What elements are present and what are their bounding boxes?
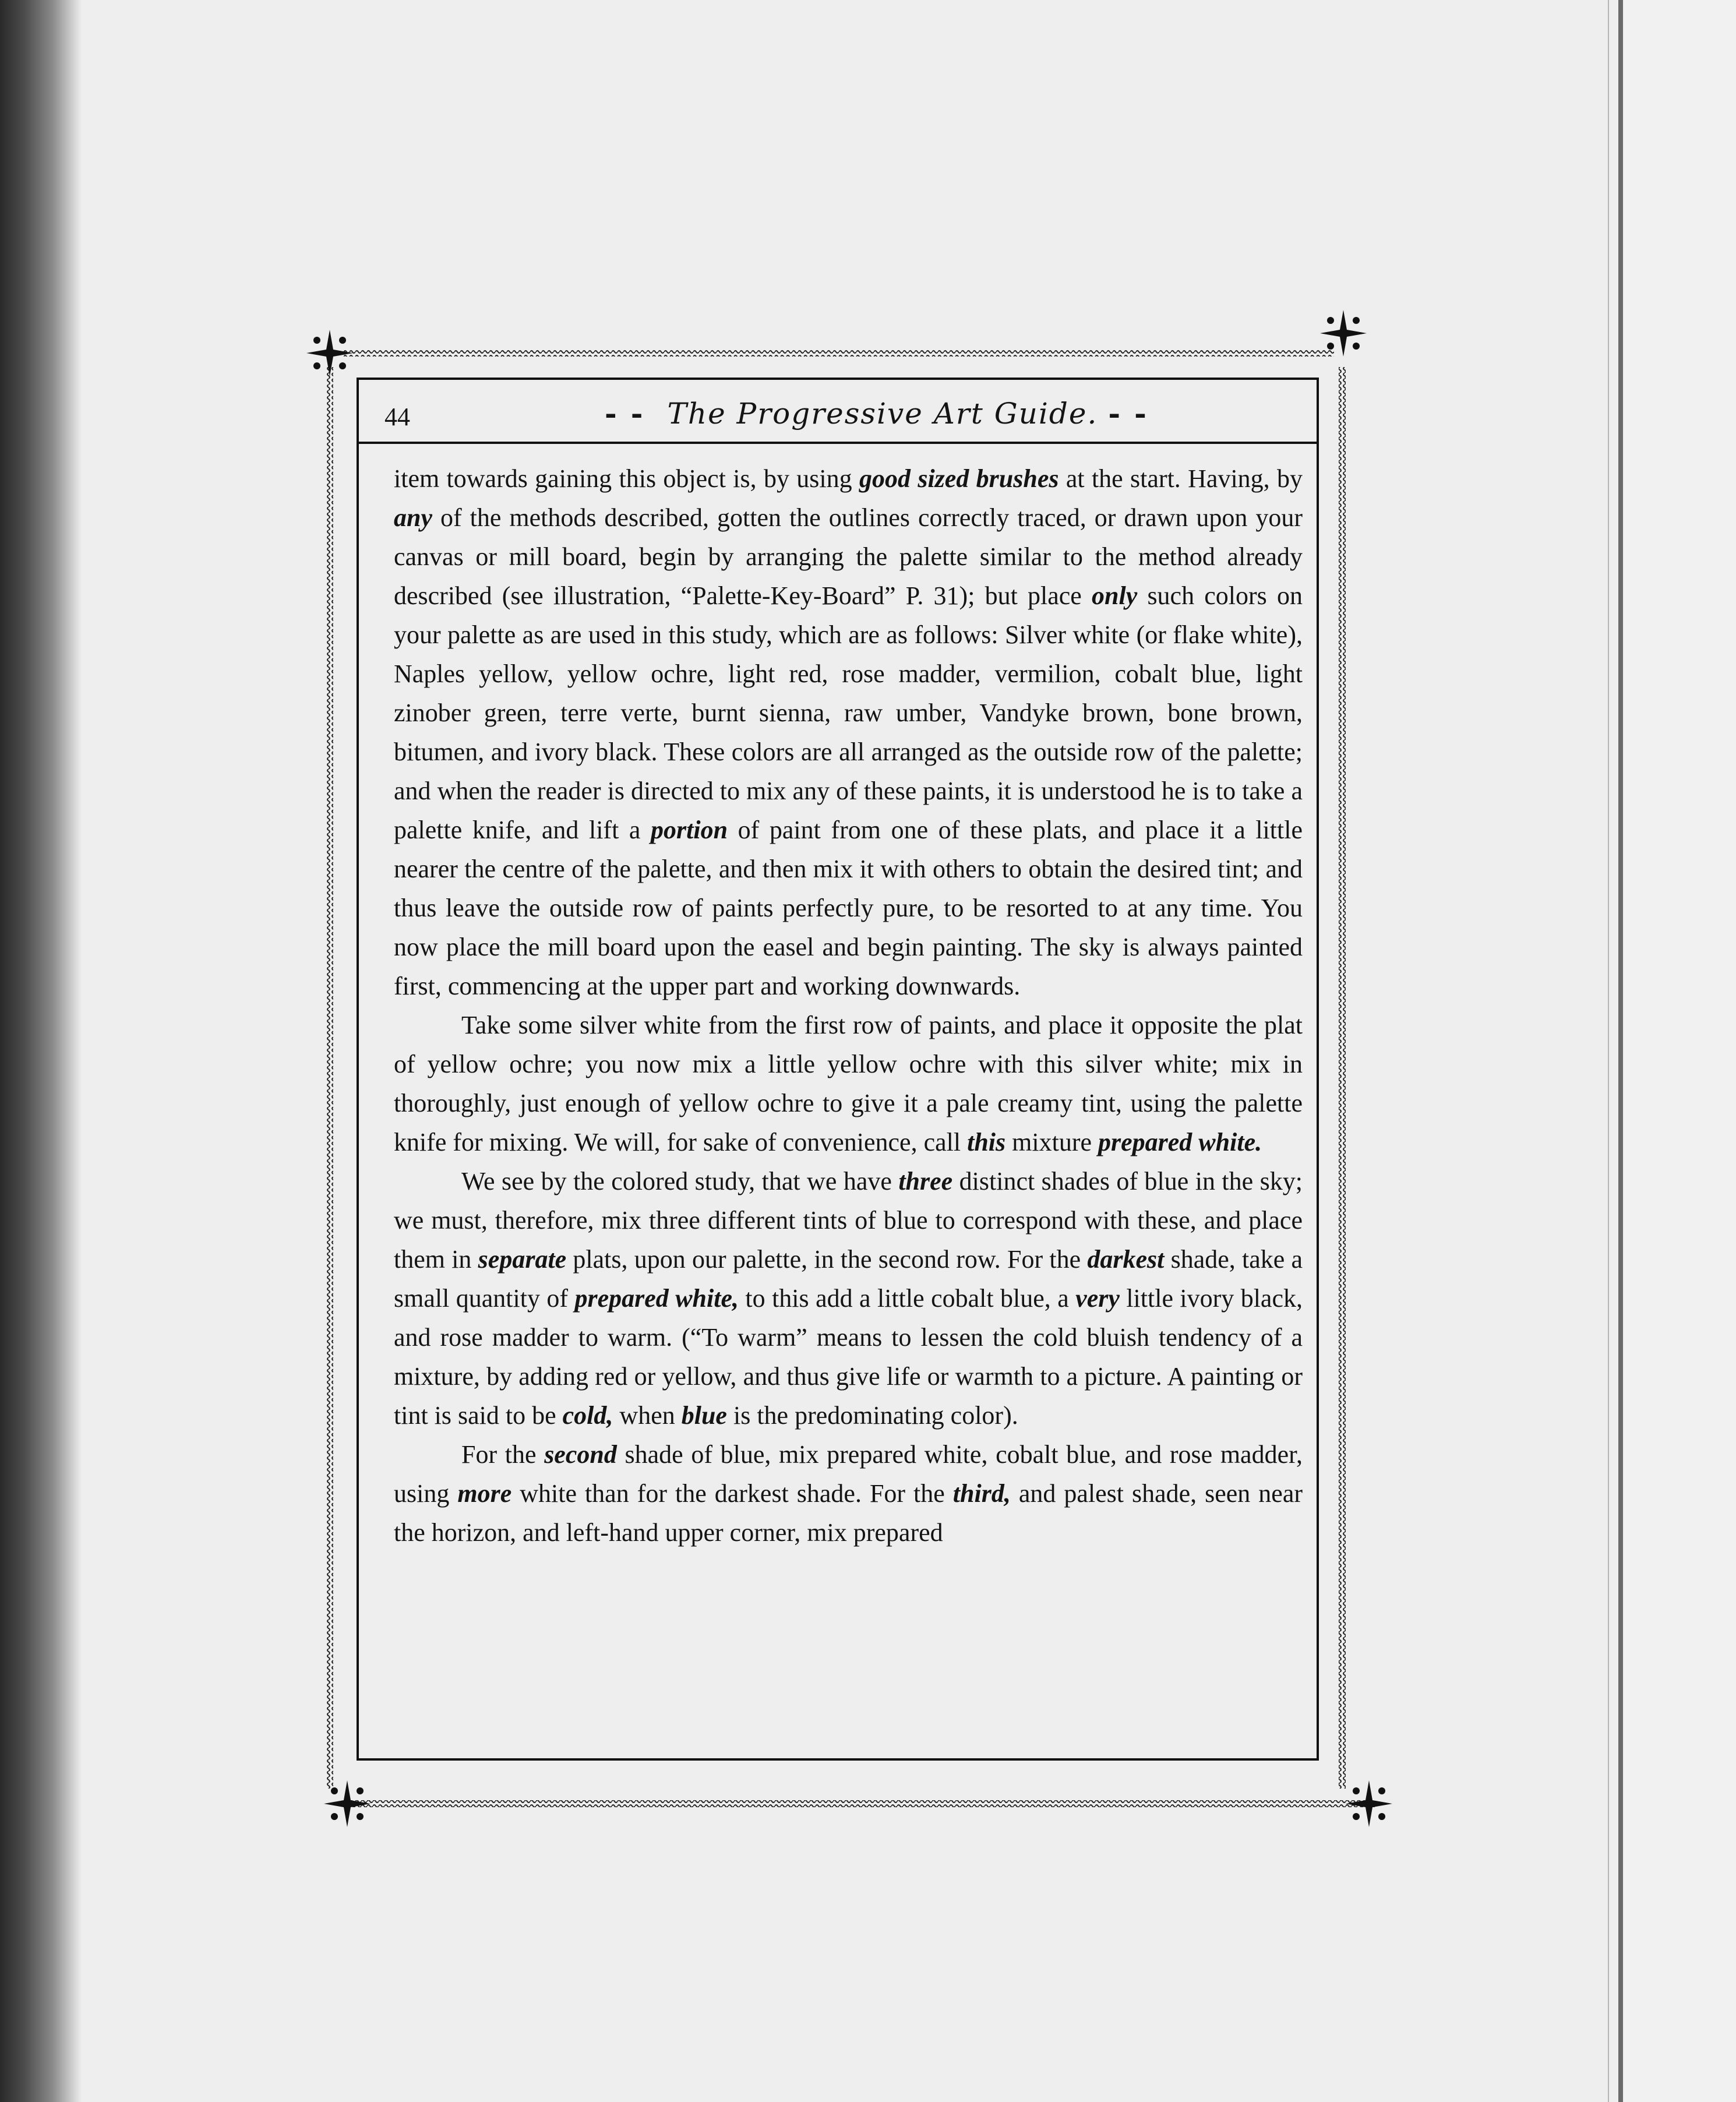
paragraph bbox=[394, 459, 1303, 1006]
text-run: when bbox=[613, 1401, 682, 1430]
corner-ornament-icon bbox=[1346, 1780, 1392, 1827]
emphasis-text: blue bbox=[681, 1401, 727, 1430]
emphasis-text: darkest bbox=[1087, 1245, 1165, 1274]
paragraph bbox=[394, 1006, 1303, 1162]
next-page-margin-line bbox=[1608, 0, 1609, 2102]
running-title-text: The Progressive Art Guide. bbox=[667, 397, 1098, 431]
page-body bbox=[394, 459, 1303, 1552]
emphasis-text: prepared white. bbox=[1098, 1128, 1262, 1156]
text-run: of the methods described, gotten the outlines correctly traced, or drawn upon your canvas or mill board, begin by arranging the palette similar to the method already described (see illustration, “Palette-Key-Board” P. 31); but place bbox=[394, 503, 1303, 610]
text-run: shade, take a small quantity of bbox=[394, 1245, 1303, 1313]
text-run: white than for the darkest shade. For the bbox=[511, 1479, 953, 1508]
page-number: 44 bbox=[384, 403, 410, 431]
next-page-edge bbox=[1618, 0, 1623, 2102]
emphasis-text: very bbox=[1075, 1284, 1120, 1313]
frame-right-border bbox=[1339, 367, 1346, 1789]
paragraph bbox=[394, 1435, 1303, 1552]
emphasis-text: third, bbox=[952, 1479, 1011, 1508]
page-header bbox=[384, 396, 1317, 443]
emphasis-text: second bbox=[544, 1440, 617, 1469]
text-run: to this add a little cobalt blue, a bbox=[739, 1284, 1076, 1313]
text-run: distinct shades of blue in the sky; we must, therefore, mix three different tints of blue to correspond with these, and place them in bbox=[394, 1167, 1303, 1274]
emphasis-text: only bbox=[1092, 581, 1138, 610]
emphasis-text: cold, bbox=[562, 1401, 613, 1430]
text-run: We see by the colored study, that we have bbox=[461, 1167, 899, 1195]
text-run: little ivory black, and rose madder to warm. (“To warm” means to lessen the cold bluish tendency of a mixture, by adding red or yellow, and thus give life or warmth to a picture. A painting or tint is said to be bbox=[394, 1284, 1303, 1430]
emphasis-text: prepared white, bbox=[574, 1284, 739, 1313]
text-run: at the start. Having, by bbox=[1058, 464, 1303, 493]
text-run: mixture bbox=[1005, 1128, 1098, 1156]
text-run: item towards gaining this object is, by using bbox=[394, 464, 859, 493]
frame-left-border bbox=[326, 367, 333, 1789]
corner-ornament-icon bbox=[306, 330, 353, 376]
text-run: of paint from one of these plats, and place it a little nearer the centre of the palette, and then mix it with others to obtain the desired tint; and thus leave the outside row of paints perfectly pure, to be resorted to at any time. You now place the mill board upon the easel and begin painting. The sky is always painted first, commencing at the upper part and working downwards. bbox=[394, 816, 1303, 1000]
text-run: Take some silver white from the first row of paints, and place it opposite the plat of yellow ochre; you now mix a little yellow ochre with this silver white; mix in thoroughly, just enough of yellow ochre to give it a pale creamy tint, using the palette knife for mixing. We will, for sake of convenience, call bbox=[394, 1011, 1303, 1156]
text-run: is the predominating color). bbox=[726, 1401, 1018, 1430]
frame-bottom-border bbox=[344, 1800, 1375, 1807]
emphasis-text: any bbox=[394, 503, 432, 532]
emphasis-text: separate bbox=[478, 1245, 567, 1274]
frame-top-border bbox=[344, 350, 1334, 357]
text-run: and palest shade, seen near the horizon, and left-hand upper corner, mix prepared bbox=[394, 1479, 1303, 1547]
emphasis-text: three bbox=[898, 1167, 953, 1195]
emphasis-text: this bbox=[967, 1128, 1006, 1156]
emphasis-text: more bbox=[457, 1479, 512, 1508]
emphasis-text: portion bbox=[651, 816, 728, 844]
paragraph bbox=[394, 1162, 1303, 1435]
running-title: -- The Progressive Art Guide. -- bbox=[605, 396, 1160, 431]
text-run: plats, upon our palette, in the second row. For the bbox=[566, 1245, 1088, 1274]
text-run: such colors on your palette as are used in this study, which are as follows: Silver white (or flake white), Naples yellow, yellow ochre, light red, rose madder, vermilion, cobalt blue, light zinober green, terre verte, burnt sienna, raw umber, Vandyke brown, bone brown, bitumen, and ivory black. These colors are all arranged as the outside row of the palette; and when the reader is directed to mix any of these paints, it is understood he is to take a palette knife, and lift a bbox=[394, 581, 1303, 844]
text-run: For the bbox=[461, 1440, 545, 1469]
emphasis-text: good sized brushes bbox=[859, 464, 1059, 493]
next-page bbox=[1624, 0, 1736, 2102]
text-run: shade of blue, mix prepared white, cobalt blue, and rose madder, using bbox=[394, 1440, 1303, 1508]
book-binding-edge bbox=[0, 0, 82, 2102]
